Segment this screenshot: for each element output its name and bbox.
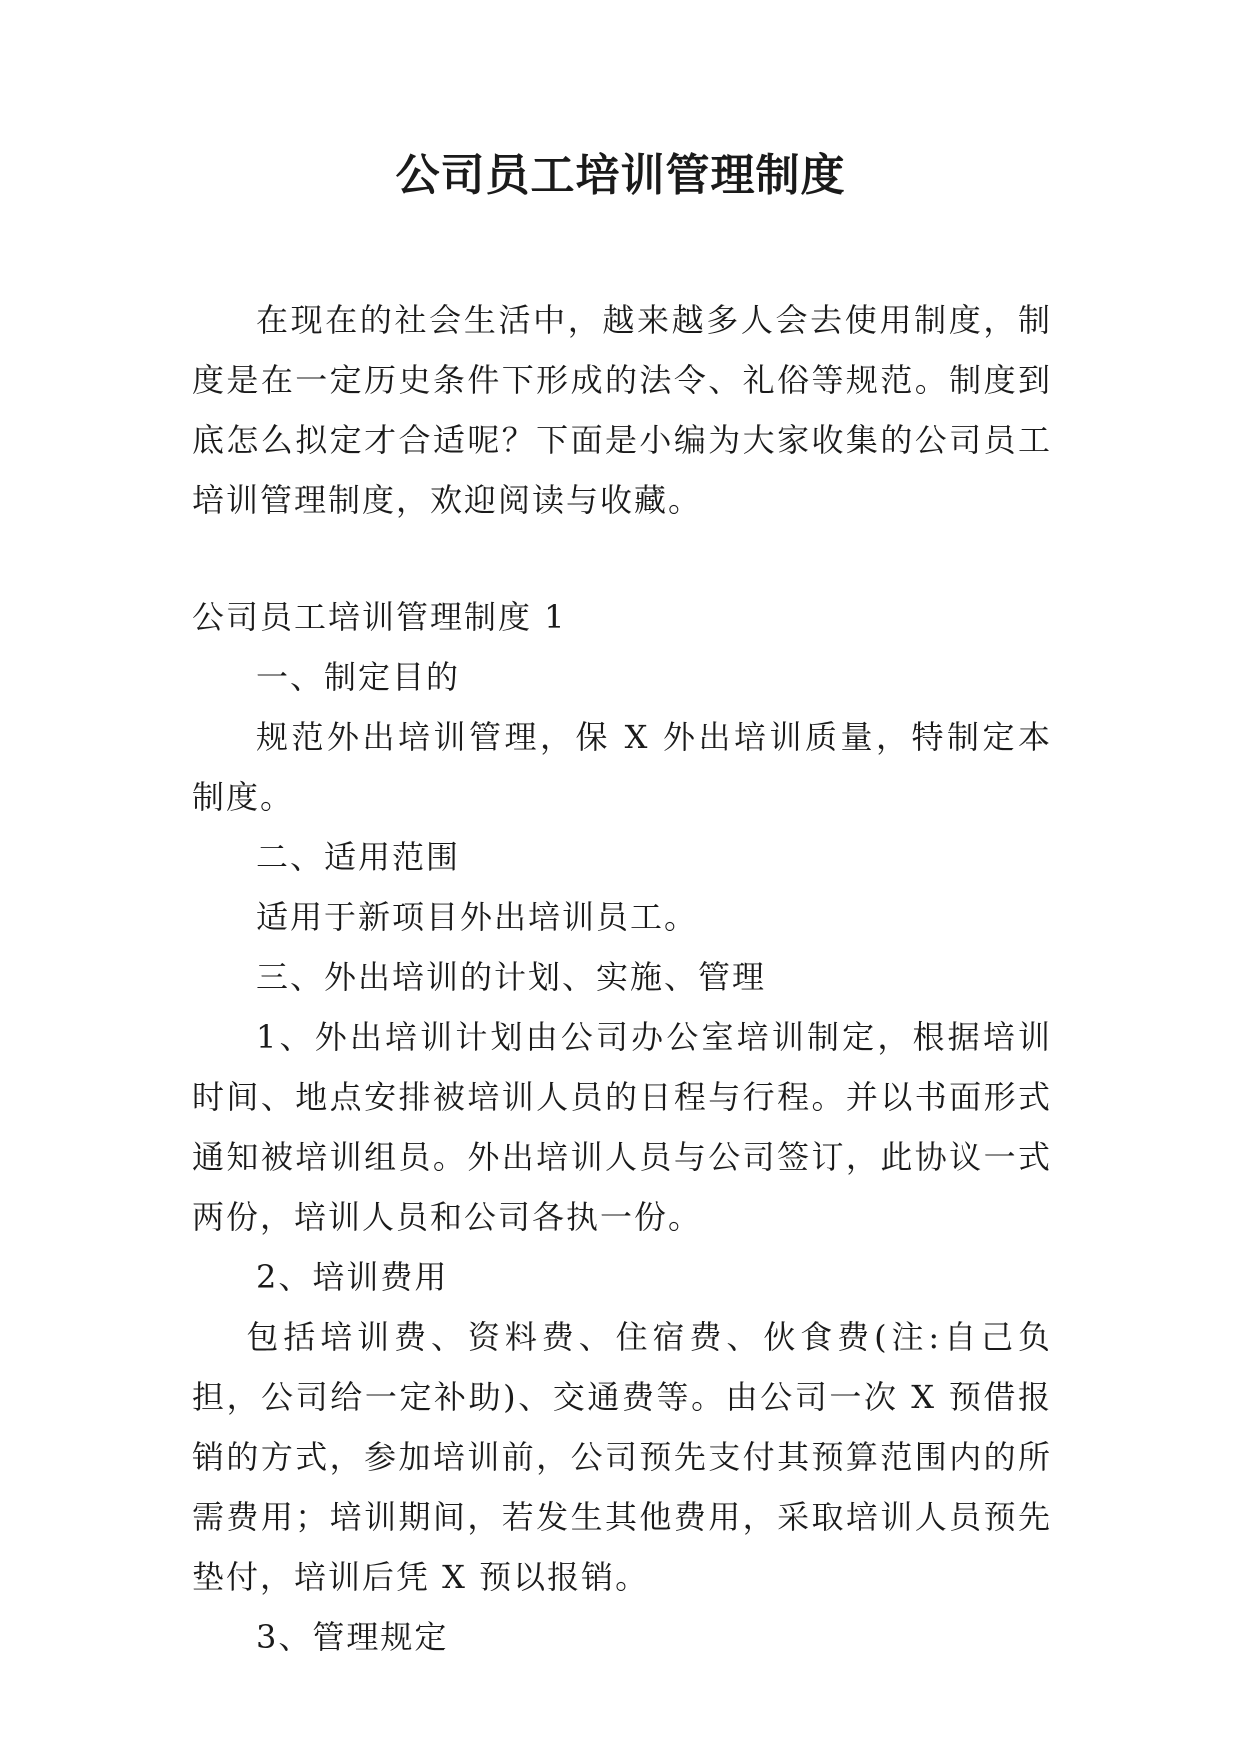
document-body [192, 290, 1052, 1667]
clause-heading-scope: 二、适用范围 [256, 838, 461, 876]
clause-heading-rules: 3、管理规定 [256, 1618, 449, 1656]
section-heading: 公司员工培训管理制度 1 [192, 598, 567, 636]
clause-heading-purpose: 一、制定目的 [256, 658, 461, 696]
clause-heading-plan: 三、外出培训的计划、实施、管理 [256, 958, 767, 996]
clause-text-plan: 1、外出培训计划由公司办公室培训制定，根据培训时间、地点安排被培训人员的日程与行程。并以书面形式通知被培训组员。外出培训人员与公司签订，此协议一式两份，培训人员和公司各执一份。 [192, 1018, 1052, 1236]
clause-text-scope: 适用于新项目外出培训员工。 [256, 898, 699, 936]
document-title: 公司员工培训管理制度 [395, 150, 846, 201]
clause-text-purpose: 规范外出培训管理，保 X 外出培训质量，特制定本制度。 [192, 718, 1052, 816]
clause-text-fees: 包括培训费、资料费、住宿费、伙食费(注:自己负担，公司给一定补助)、交通费等。由公司一次 X 预借报销的方式，参加培训前，公司预先支付其预算范围内的所需费用；培训期间，若发生其他费用，采取培训人员预先垫付，培训后凭 X 预以报销。 [192, 1318, 1052, 1596]
intro-paragraph: 在现在的社会生活中，越来越多人会去使用制度，制度是在一定历史条件下形成的法令、礼俗等规范。制度到底怎么拟定才合适呢？下面是小编为大家收集的公司员工培训管理制度，欢迎阅读与收藏。 [192, 301, 1052, 519]
clause-heading-fees: 2、培训费用 [256, 1258, 449, 1296]
paragraph-spacer [192, 530, 1052, 587]
